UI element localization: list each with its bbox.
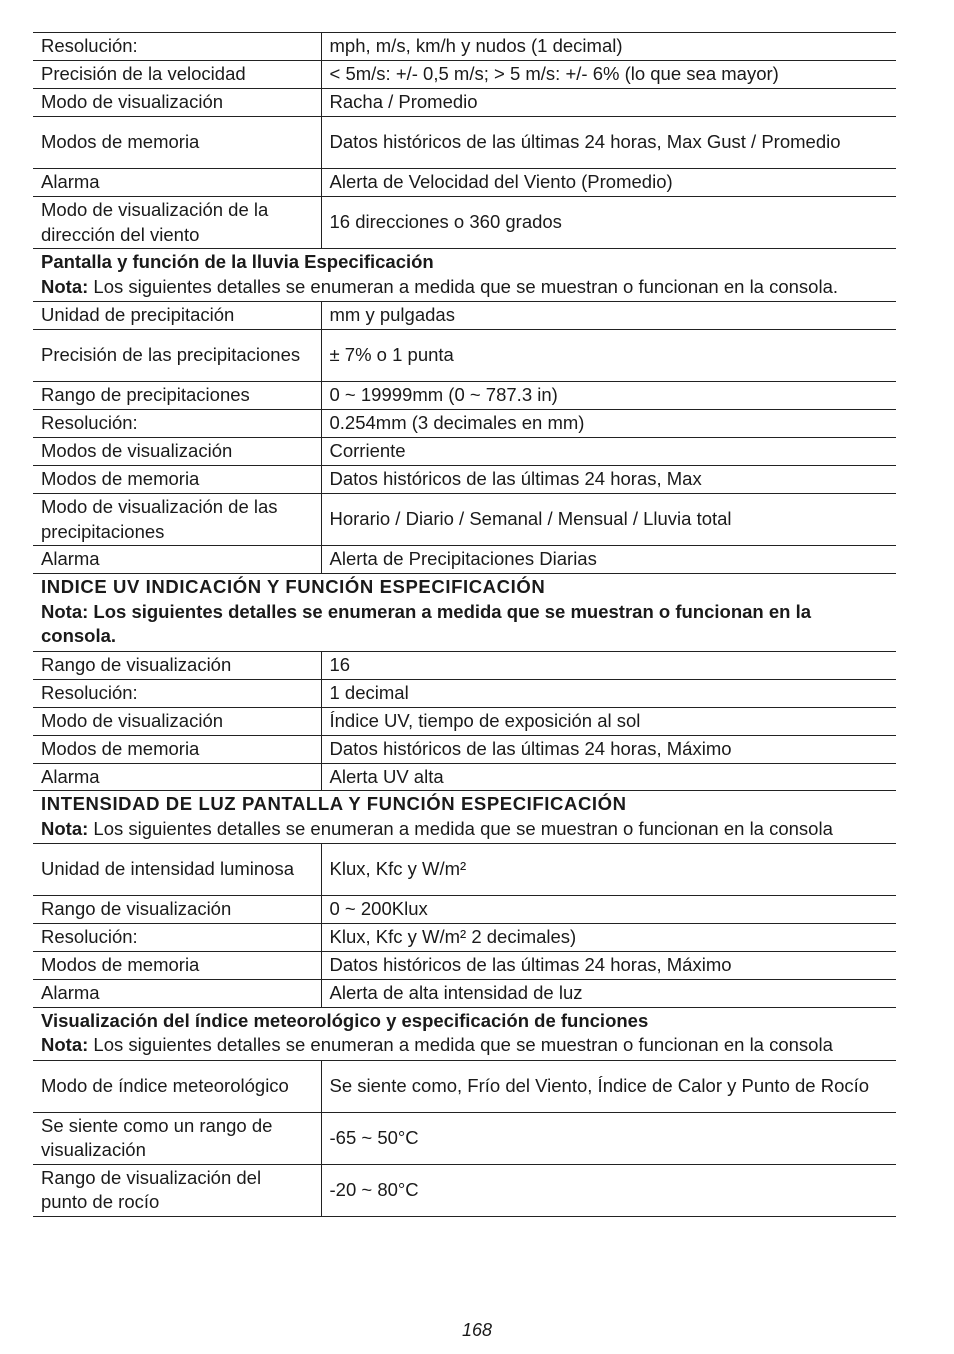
table-row: [33, 330, 896, 382]
section-note: [41, 275, 888, 300]
note-label: Nota:: [41, 1034, 89, 1055]
spec-label: Rango de visualización: [33, 651, 321, 679]
note-text: Los siguientes detalles se enumeran a medida que se muestran o funcionan en la consola.: [41, 600, 812, 646]
table-row: [33, 707, 896, 735]
spec-value: Corriente: [321, 438, 896, 466]
table-row: [33, 896, 896, 924]
spec-value: -20 ~ 80°C: [321, 1164, 896, 1216]
spec-label: Resolución:: [33, 410, 321, 438]
note-label: Nota:: [41, 600, 89, 622]
spec-value: < 5m/s: +/- 0,5 m/s; > 5 m/s: +/- 6% (lo que sea mayor): [321, 61, 896, 89]
page-number: 168: [461, 1320, 493, 1340]
spec-label: Modo de visualización: [33, 707, 321, 735]
table-row: [33, 382, 896, 410]
spec-value: mph, m/s, km/h y nudos (1 decimal): [321, 33, 896, 61]
table-row: [33, 763, 896, 791]
spec-value: Racha / Promedio: [321, 89, 896, 117]
table-row: [33, 494, 896, 546]
spec-label: Modos de memoria: [33, 952, 321, 980]
spec-value: Datos históricos de las últimas 24 horas, Máximo: [321, 952, 896, 980]
spec-value: 0 ~ 19999mm (0 ~ 787.3 in): [321, 382, 896, 410]
table-row: [33, 679, 896, 707]
spec-value: Alerta de Precipitaciones Diarias: [321, 546, 896, 574]
spec-label: Resolución:: [33, 33, 321, 61]
spec-value: Alerta de alta intensidad de luz: [321, 980, 896, 1008]
table-row: [33, 89, 896, 117]
spec-value: ± 7% o 1 punta: [321, 330, 896, 382]
spec-value: Se siente como, Frío del Viento, Índice de Calor y Punto de Rocío: [321, 1060, 896, 1112]
table-row: [33, 924, 896, 952]
table-row: [33, 302, 896, 330]
spec-label: Modos de memoria: [33, 735, 321, 763]
spec-label: Modo de índice meteorológico: [33, 1060, 321, 1112]
note-label: Nota:: [41, 817, 89, 839]
section-note: [41, 1033, 888, 1058]
table-row: [33, 466, 896, 494]
section-header-weather-index: [33, 1007, 896, 1060]
section-title: INDICE UV INDICACIÓN Y FUNCIÓN ESPECIFICACIÓN: [41, 576, 546, 597]
spec-label: Modos de visualización: [33, 438, 321, 466]
spec-value: 0.254mm (3 decimales en mm): [321, 410, 896, 438]
table-row: [33, 197, 896, 249]
section-title: Visualización del índice meteorológico y especificación de funciones: [41, 1009, 649, 1031]
spec-label: Precisión de las precipitaciones: [33, 330, 321, 382]
table-row: [33, 1164, 896, 1216]
spec-label: Se siente como un rango de visualización: [33, 1112, 321, 1164]
spec-label: Alarma: [33, 169, 321, 197]
table-row: [33, 980, 896, 1008]
spec-value: Datos históricos de las últimas 24 horas, Max: [321, 466, 896, 494]
table-row: [33, 1060, 896, 1112]
section-title: Pantalla y función de la lluvia Especificación: [41, 251, 434, 272]
spec-label: Rango de visualización: [33, 896, 321, 924]
table-row: [33, 546, 896, 574]
table-row: [33, 33, 896, 61]
spec-value: Horario / Diario / Semanal / Mensual / Lluvia total: [321, 494, 896, 546]
spec-value: Klux, Kfc y W/m²: [321, 844, 896, 896]
spec-label: Alarma: [33, 980, 321, 1008]
note-label: Nota:: [41, 275, 89, 297]
spec-label: Rango de precipitaciones: [33, 382, 321, 410]
spec-value: mm y pulgadas: [321, 302, 896, 330]
table-row: [33, 410, 896, 438]
note-text: Los siguientes detalles se enumeran a medida que se muestran o funcionan en la consola.: [88, 275, 839, 297]
spec-value: Índice UV, tiempo de exposición al sol: [321, 707, 896, 735]
section-header-uv: [33, 574, 896, 652]
spec-value: Klux, Kfc y W/m² 2 decimales): [321, 924, 896, 952]
spec-value: 16 direcciones o 360 grados: [321, 197, 896, 249]
note-text: Los siguientes detalles se enumeran a medida que se muestran o funcionan en la consola: [88, 817, 833, 839]
spec-label: Unidad de precipitación: [33, 302, 321, 330]
spec-value: 0 ~ 200Klux: [321, 896, 896, 924]
spec-label: Modo de visualización de las precipitaciones: [33, 494, 321, 546]
table-row: [33, 61, 896, 89]
section-header-rain: [33, 249, 896, 302]
spec-value: Datos históricos de las últimas 24 horas, Max Gust / Promedio: [321, 117, 896, 169]
spec-label: Resolución:: [33, 924, 321, 952]
spec-label: Alarma: [33, 763, 321, 791]
table-row: [33, 438, 896, 466]
table-row: [33, 844, 896, 896]
table-row: [33, 952, 896, 980]
spec-label: Resolución:: [33, 679, 321, 707]
table-row: [33, 1112, 896, 1164]
spec-label: Modo de visualización: [33, 89, 321, 117]
section-note: [41, 600, 888, 649]
spec-value: Alerta UV alta: [321, 763, 896, 791]
spec-label: Precisión de la velocidad: [33, 61, 321, 89]
spec-value: 16: [321, 651, 896, 679]
section-note: [41, 817, 888, 842]
section-title: INTENSIDAD DE LUZ PANTALLA Y FUNCIÓN ESPECIFICACIÓN: [41, 793, 627, 814]
spec-value: -65 ~ 50°C: [321, 1112, 896, 1164]
spec-value: 1 decimal: [321, 679, 896, 707]
section-header-light: [33, 791, 896, 844]
spec-label: Modos de memoria: [33, 117, 321, 169]
specification-table: [33, 32, 896, 1217]
table-row: [33, 651, 896, 679]
spec-label: Modos de memoria: [33, 466, 321, 494]
spec-value: Alerta de Velocidad del Viento (Promedio): [321, 169, 896, 197]
table-row: [33, 169, 896, 197]
spec-label: Unidad de intensidad luminosa: [33, 844, 321, 896]
spec-value: Datos históricos de las últimas 24 horas, Máximo: [321, 735, 896, 763]
table-row: [33, 117, 896, 169]
table-row: [33, 735, 896, 763]
spec-label: Modo de visualización de la dirección del viento: [33, 197, 321, 249]
note-text: Los siguientes detalles se enumeran a medida que se muestran o funcionan en la consola: [88, 1034, 833, 1055]
spec-label: Alarma: [33, 546, 321, 574]
spec-label: Rango de visualización del punto de rocío: [33, 1164, 321, 1216]
